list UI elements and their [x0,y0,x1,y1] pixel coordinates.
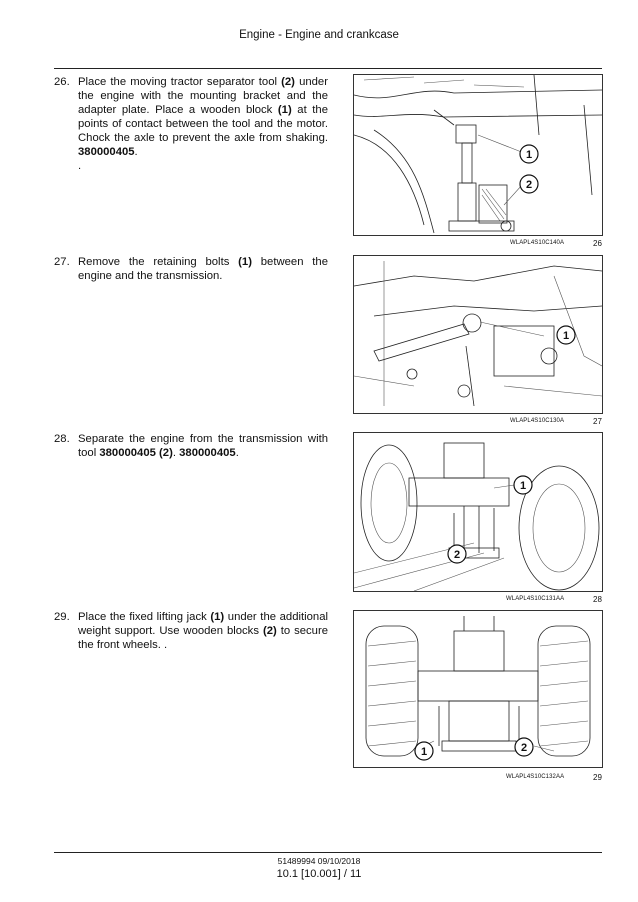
callout-1 [557,326,575,344]
callout-1 [520,145,538,163]
step-number: 26. [54,76,70,88]
step-number: 29. [54,611,70,623]
footer-rule [54,852,602,853]
footer-doc-id: 51489994 09/10/2018 [277,856,361,866]
callout-1 [415,742,433,760]
callout-1 [514,476,532,494]
callout-2 [515,738,533,756]
footer-page-number: 10.1 [10.001] / 11 [276,868,362,880]
figure-number: 26 [593,239,602,248]
figure-caption: WLAPL4S10C140A [510,240,565,246]
header-rule [54,68,602,69]
callout-2 [520,175,538,193]
figure-28-illustration [353,432,603,592]
step-number: 27. [54,256,70,268]
svg-text:2: 2 [525,179,533,191]
svg-text:2: 2 [520,742,528,754]
figure-caption: WLAPL4S10C130A [510,418,565,424]
svg-text:1: 1 [420,746,428,758]
svg-text:1: 1 [562,330,570,342]
figure-caption: WLAPL4S10C132AA [506,774,565,780]
step-text: Place the moving tractor separator tool (2) under the engine with the mounting bracket and the adapter plate. Place a wooden block (1) at the points of contact between the tool and the motor. Chock the axle to prevent the axle from shaking. 380000405. . [78,76,328,172]
figure-caption: WLAPL4S10C131AA [506,596,565,602]
figure-27-illustration [353,255,603,414]
callout-2 [448,545,466,563]
svg-text:2: 2 [453,549,461,561]
figure-number: 28 [593,595,602,604]
figure-26-illustration [353,74,603,236]
step-text: Separate the engine from the transmission with tool 380000405 (2). 380000405. [78,433,328,459]
step-text: Remove the retaining bolts (1) between the engine and the transmission. [78,256,328,282]
page-header-title: Engine - Engine and crankcase [239,29,399,41]
svg-text:1: 1 [525,149,533,161]
figure-number: 27 [593,417,602,426]
svg-text:1: 1 [519,480,527,492]
figure-29-illustration [353,610,603,768]
step-number: 28. [54,433,70,445]
figure-number: 29 [593,773,602,782]
step-text: Place the fixed lifting jack (1) under the additional weight support. Use wooden blocks (2) to secure the front wheels. . [78,611,328,651]
